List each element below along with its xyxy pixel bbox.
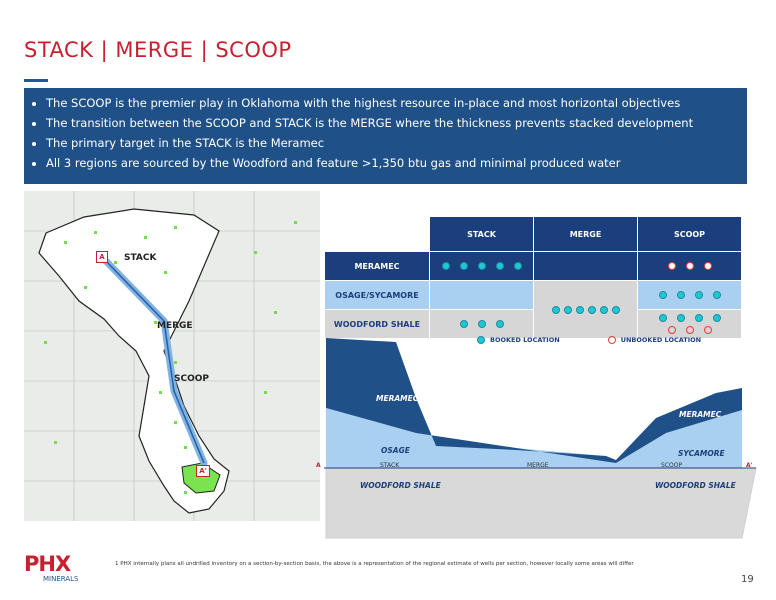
- bullet-item: • The SCOOP is the premier play in Oklahoma with the highest resource in-place and most horizontal objectives: [46, 96, 735, 110]
- grid-cell: [638, 252, 742, 281]
- grid-row-meramec: MERAMEC: [325, 252, 430, 281]
- grid-cell: [430, 252, 534, 281]
- title-underline: [24, 79, 48, 82]
- grid-cell: [534, 252, 638, 281]
- grid-cell: [430, 281, 534, 310]
- xsec-point-a-prime: A': [746, 462, 753, 469]
- xsec-sycamore: SYCAMORE: [678, 449, 725, 458]
- legend-booked-label: BOOKED LOCATION: [490, 336, 560, 344]
- page-title: STACK | MERGE | SCOOP: [24, 38, 292, 62]
- cross-section-graphic: [316, 338, 770, 548]
- woodford-layer: [326, 468, 756, 538]
- bullet-item: • All 3 regions are sourced by the Woodford and feature >1,350 btu gas and minimal produced water: [46, 156, 735, 170]
- xsec-meramec-right: MERAMEC: [679, 410, 722, 419]
- grid-header-scoop: SCOOP: [638, 217, 742, 252]
- xsec-merge-label: MERGE: [527, 462, 549, 469]
- map-point-a: A: [96, 251, 108, 263]
- grid-cell: [638, 281, 742, 310]
- formation-grid: [324, 216, 741, 339]
- xsec-stack-label: STACK: [380, 462, 400, 469]
- legend-unbooked-label: UNBOOKED LOCATION: [620, 336, 702, 344]
- grid-row-osage-sycamore: OSAGE/SYCAMORE: [325, 281, 430, 310]
- bullet-box: [24, 88, 747, 184]
- xsec-scoop-label: SCOOP: [661, 462, 683, 469]
- xsec-woodford-left: WOODFORD SHALE: [360, 481, 441, 490]
- xsec-osage: OSAGE: [381, 446, 410, 455]
- logo-text: PHX: [24, 552, 71, 576]
- map-label-stack: STACK: [124, 253, 157, 263]
- map-point-a-prime: A': [196, 465, 210, 477]
- xsec-meramec-left: MERAMEC: [376, 394, 419, 403]
- grid-cell: [430, 310, 534, 339]
- grid-row-woodford: WOODFORD SHALE: [325, 310, 430, 339]
- grid-corner: [325, 217, 430, 252]
- grid-header-merge: MERGE: [534, 217, 638, 252]
- logo-subtext: MINERALS: [43, 575, 79, 583]
- page-number: 19: [741, 574, 754, 585]
- cross-section: [316, 338, 770, 548]
- map-label-merge: MERGE: [157, 321, 193, 331]
- map-label-scoop: SCOOP: [174, 374, 209, 384]
- map-graphic: [24, 191, 320, 521]
- grid-cell: [534, 281, 638, 339]
- footnote: 1 PHX internally plans all undrilled inventory on a section-by-section basis, the above is a representation of the regional estimate of wells per section, however locally some areas will differ: [115, 561, 634, 567]
- grid-header-stack: STACK: [430, 217, 534, 252]
- grid-cell: [638, 310, 742, 339]
- bullet-item: • The primary target in the STACK is the Meramec: [46, 136, 735, 150]
- xsec-woodford-right: WOODFORD SHALE: [655, 481, 736, 490]
- xsec-point-a: A: [316, 462, 321, 469]
- oklahoma-map: [24, 191, 320, 521]
- phx-logo: [24, 554, 78, 583]
- bullet-item: • The transition between the SCOOP and STACK is the MERGE where the thickness prevents stacked development: [46, 116, 735, 130]
